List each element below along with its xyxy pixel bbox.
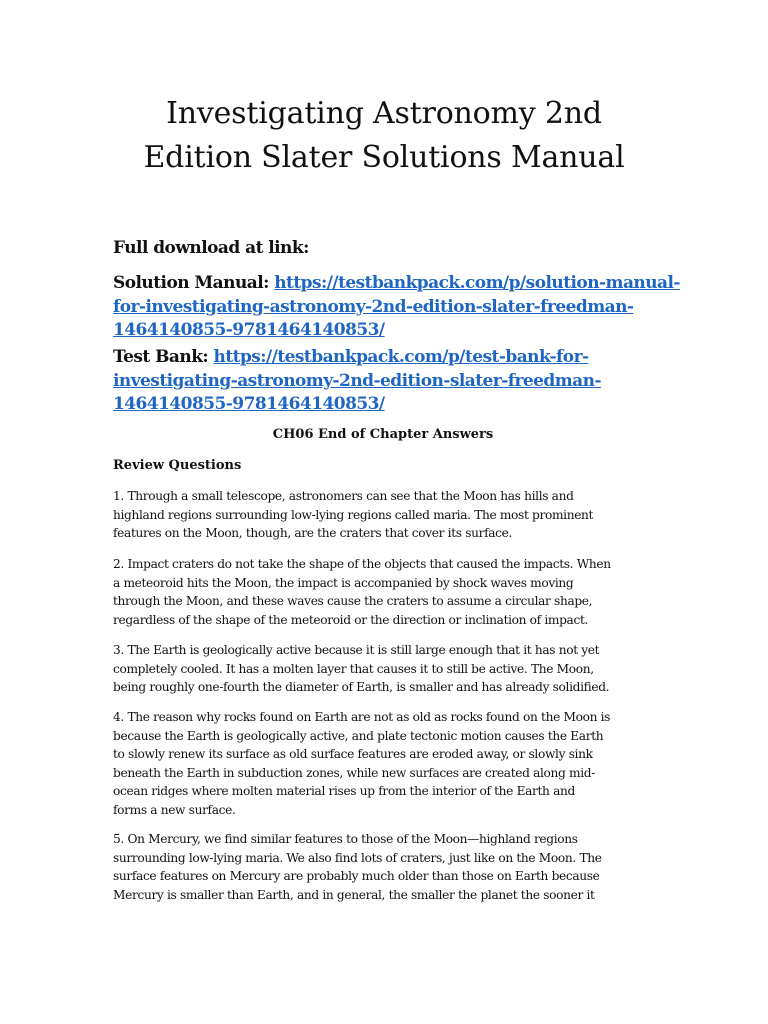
solution-manual-link-part-2[interactable]: for-investigating-astronomy-2nd-edition-slater-freedman- [113,296,634,317]
title-line-2: Edition Slater Solutions Manual [143,140,625,175]
answer-3-line: 3. The Earth is geologically active because it is still large enough that it has not yet [113,643,600,657]
answer-4-line: beneath the Earth in subduction zones, while new surfaces are created along mid- [113,765,595,780]
answer-2-line: regardless of the shape of the meteoroid or the direction or inclination of impact. [113,612,589,627]
answer-5-line: surface features on Mercury are probably much older than those on Earth because [113,869,600,884]
answer-4-line: forms a new surface. [113,802,236,817]
answer-1-line: features on the Moon, though, are the craters that cover its surface. [113,526,513,541]
answer-3 [113,641,673,697]
answer-4-line: to slowly renew its surface as old surface features are eroded away, or slowly sink [113,747,593,762]
solution-manual-link-part-3[interactable]: 1464140855-9781464140853/ [113,320,385,340]
test-bank-link-part-3[interactable]: 1464140855-9781464140853/ [113,394,385,414]
answer-4-line: 4. The reason why rocks found on Earth are not as old as rocks found on the Moon is [113,710,611,724]
solution-manual-section [113,272,693,343]
answer-2 [113,555,673,629]
test-bank-section [113,346,693,417]
test-bank-link-part-2[interactable]: investigating-astronomy-2nd-edition-slater-freedman- [113,370,601,391]
answer-1 [113,487,673,543]
solution-manual-label: Solution Manual: [113,273,269,293]
answer-5-line: surrounding low-lying maria. We also find lots of craters, just like on the Moon. The [113,850,602,865]
answer-5-line: 5. On Mercury, we find similar features to those of the Moon—highland regions [113,832,578,846]
answer-3-line: completely cooled. It has a molten layer that causes it to still be active. The Moon, [113,661,594,676]
answer-2-line: 2. Impact craters do not take the shape of the objects that caused the impacts. When [113,557,611,571]
solution-manual-link-part-1[interactable]: https://testbankpack.com/p/solution-manual- [274,273,680,293]
answer-4 [113,708,673,820]
answer-4-line: ocean ridges where molten material rises up from the interior of the Earth and [113,784,575,799]
chapter-heading: CH06 End of Chapter Answers [272,427,494,442]
title-line-1: Investigating Astronomy 2nd [166,96,602,131]
document-title [90,92,678,180]
answer-5-line: Mercury is smaller than Earth, and in general, the smaller the planet the sooner it [113,887,595,902]
review-questions-heading: Review Questions [113,458,242,473]
answer-2-line: through the Moon, and these waves cause the craters to assume a circular shape, [113,594,593,609]
answer-1-line: highland regions surrounding low-lying regions called maria. The most prominent [113,507,594,522]
answer-4-line: because the Earth is geologically active, and plate tectonic motion causes the Earth [113,728,604,743]
answer-3-line: being roughly one-fourth the diameter of Earth, is smaller and has already solidified. [113,680,610,695]
answer-5 [113,830,673,904]
answer-2-line: a meteoroid hits the Moon, the impact is accompanied by shock waves moving [113,575,574,590]
test-bank-label: Test Bank: [113,347,209,367]
test-bank-link-part-1[interactable]: https://testbankpack.com/p/test-bank-for- [213,347,589,367]
full-download-label: Full download at link: [113,238,309,258]
answer-1-line: 1. Through a small telescope, astronomers can see that the Moon has hills and [113,489,574,503]
